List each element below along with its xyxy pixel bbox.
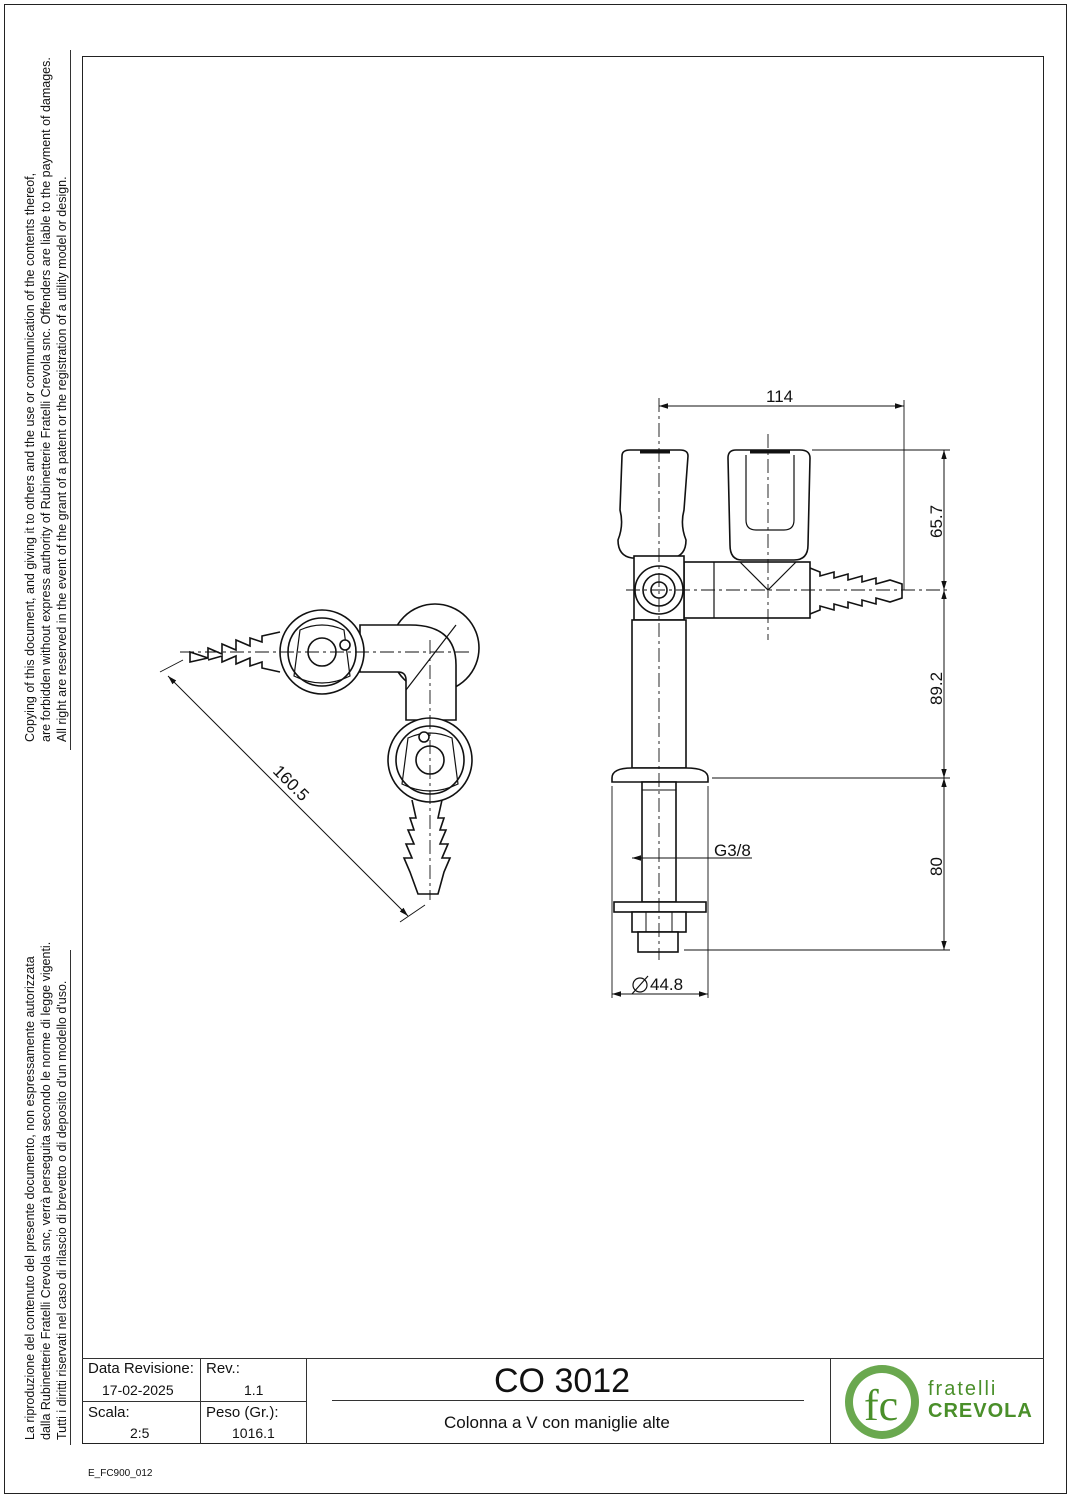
- front-view: [612, 398, 950, 998]
- plan-view: [160, 604, 479, 922]
- product-code: CO 3012: [494, 1362, 631, 1400]
- weight-label: Peso (Gr.):: [206, 1404, 279, 1421]
- logo-monogram-text: fc: [864, 1381, 899, 1430]
- copyright-en-line-1: Copying of this document, and giving it to others and the use or communication of the contents thereof,: [23, 172, 37, 742]
- copyright-it-line-1: La riproduzione del contenuto del presente documento, non espressamente autorizzata: [23, 956, 37, 1440]
- dim-handle-height: 65.7: [927, 504, 946, 538]
- tb-divider-3: [830, 1358, 831, 1444]
- copyright-it-line-3: Tutti i diritti riservati nel caso di rilascio di brevetto o di deposito d'un modello d'uso.: [55, 980, 69, 1440]
- rev-label: Rev.:: [206, 1360, 240, 1377]
- copyright-en-line-2: are forbidden without express authority of Rubinetterie Fratelli Crevola snc. Offenders are liable to the payment of damages.: [39, 57, 53, 742]
- dim-diagonal: 160.5: [269, 761, 313, 805]
- logo-line-2: CREVOLA: [928, 1400, 1033, 1422]
- dim-shank-length: 80: [927, 857, 946, 876]
- weight-value: 1016.1: [232, 1425, 275, 1441]
- copyright-en-line-3: All right are reserved in the event of the grant of a patent or the registration of a utility model or design.: [55, 176, 69, 742]
- document-reference: E_FC900_012: [88, 1468, 153, 1479]
- dim-base-diameter: 44.8: [650, 975, 684, 994]
- revision-date-value: 17-02-2025: [102, 1382, 174, 1398]
- dim-width-top: 114: [766, 387, 794, 406]
- tb-mid-line: [82, 1401, 306, 1402]
- scale-label: Scala:: [88, 1404, 130, 1421]
- logo-monogram: [842, 1362, 922, 1442]
- dim-thread: G3/8: [714, 841, 751, 860]
- dim-column-height: 89.2: [927, 671, 946, 705]
- tb-divider-2: [306, 1358, 307, 1444]
- logo-line-1: fratelli: [928, 1378, 998, 1400]
- scale-value: 2:5: [130, 1425, 150, 1441]
- revision-date-label: Data Revisione:: [88, 1360, 194, 1377]
- rev-value: 1.1: [244, 1382, 264, 1398]
- title-block: [82, 1358, 1044, 1444]
- copyright-it-line-2: dalla Rubinetterie Fratelli Crevola snc, verrà perseguita secondo le norme di legge vigenti.: [39, 941, 53, 1440]
- product-description: Colonna a V con maniglie alte: [444, 1413, 670, 1432]
- tb-top-line: [82, 1358, 1044, 1359]
